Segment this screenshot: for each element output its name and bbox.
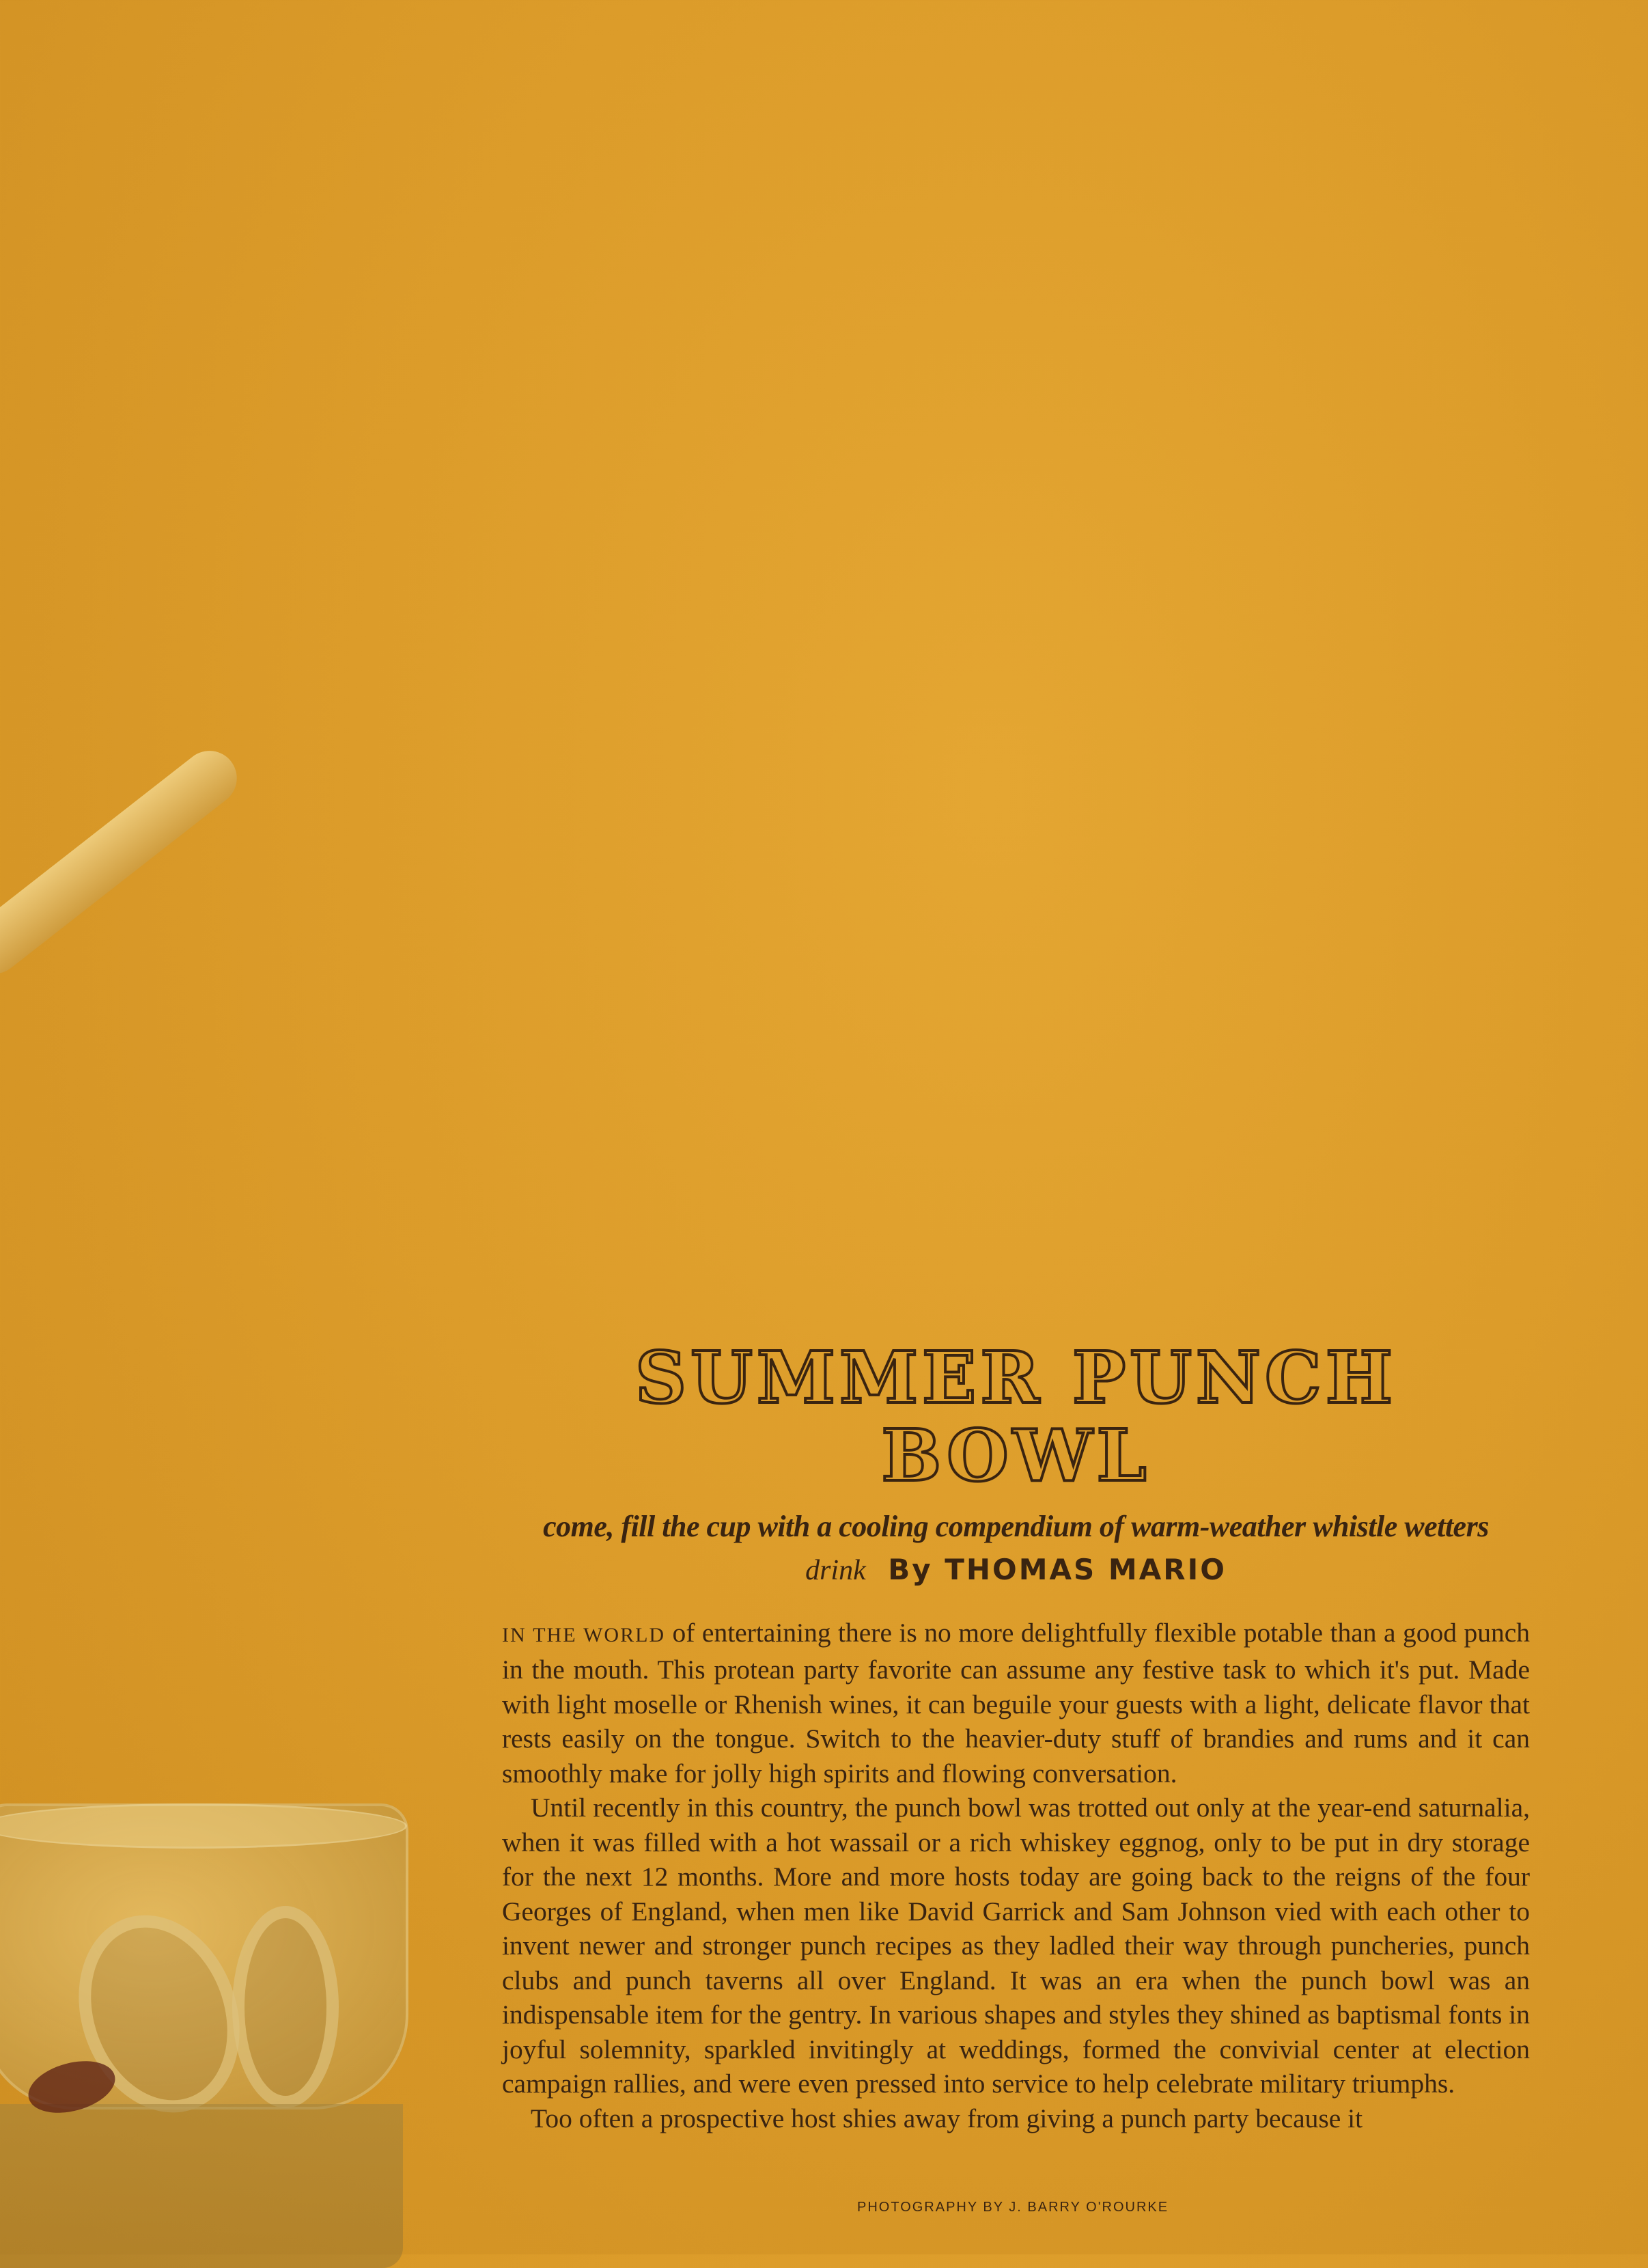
photo-credit: PHOTOGRAPHY BY J. BARRY O'ROURKE xyxy=(857,2200,1169,2215)
article-body xyxy=(502,1616,1530,2136)
paragraph: Until recently in this country, the punch bowl was trotted out only at the year-end saturnalia, when it was filled with a hot wassail or a rich whiskey eggnog, only to be put in dry storage for the next 12 months. More and more hosts today are going back to the reigns of the four Georges of England, when men like David Garrick and Sam Johnson vied with each other to invent newer and stronger punch recipes as they ladled their way through puncheries, punch clubs and punch taverns all over England. It was an era when the punch bowl was an indispensable item for the gentry. In various shapes and styles they shined as baptismal fonts in joyful solemnity, sparkled invitingly at weddings, formed the convivial center at election campaign rallies, and were even pressed into service to help celebrate military triumphs. xyxy=(502,1793,1530,2099)
photo-glass-base xyxy=(0,2104,403,2268)
article-title: SUMMER PUNCH BOWL xyxy=(635,1336,1397,1498)
section-kicker: drink xyxy=(805,1555,866,1587)
article-subtitle: come, fill the cup with a cooling compendium of warm-weather whistle wetters xyxy=(543,1509,1489,1543)
paragraph: Too often a prospective host shies away from giving a punch party because it xyxy=(531,2103,1363,2133)
author-name: By THOMAS MARIO xyxy=(888,1553,1227,1587)
photo-glass-handle xyxy=(232,1906,339,2108)
byline xyxy=(502,1553,1530,1588)
photo-ladle xyxy=(0,740,248,985)
lead-in: IN THE WORLD xyxy=(502,1623,666,1646)
paragraph-text: of entertaining there is no more delightfully flexible potable than a good punch in the mouth. This protean party favorite can assume any festive task to which it's put. Made with light moselle or Rhenish wines, it can beguile your guests with a light, delicate flavor that rests easily on the tongue. Switch to the heavier-duty stuff of brandies and rums and it can smoothly make for jolly high spirits and flowing conversation. xyxy=(502,1617,1531,1788)
article xyxy=(502,1336,1531,2135)
paragraph xyxy=(502,1616,1530,1791)
